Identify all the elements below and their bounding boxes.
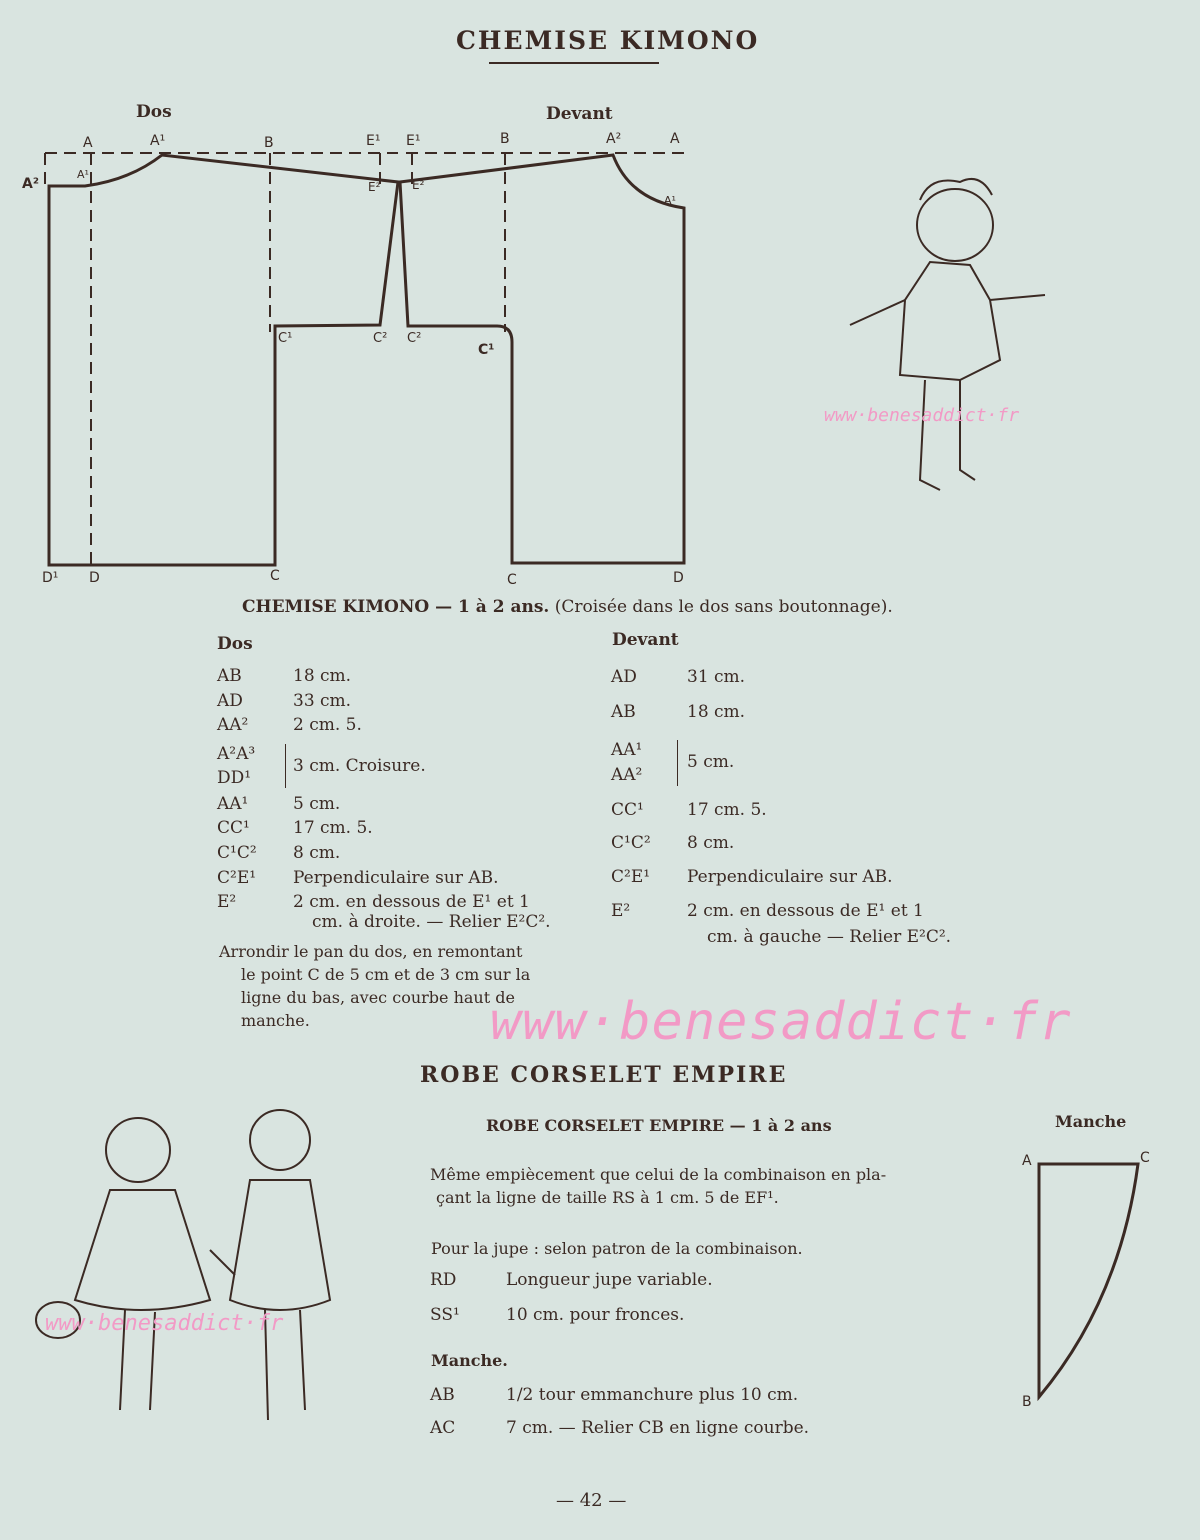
para-line: Arrondir le pan du dos, en remontant [219,942,523,961]
row-key: SS¹ [430,1305,460,1325]
row-key: DD¹ [217,768,252,788]
watermark: www·benesaddict·fr [824,405,1020,426]
row-key: C¹C² [611,833,651,853]
point-label: A¹ [150,133,166,149]
row-key: AA² [611,765,643,785]
point-label: E¹ [406,133,421,149]
row-key: C¹C² [217,843,257,863]
row-value: 7 cm. — Relier CB en ligne courbe. [506,1418,810,1438]
row-value: 17 cm. 5. [293,818,373,838]
row-value: Longueur jupe variable. [506,1270,713,1290]
point-label: B [500,131,510,147]
row-value: 2 cm. 5. [293,715,362,735]
page-title: CHEMISE KIMONO [456,26,760,55]
point-label: D [89,570,100,586]
devant-heading: Devant [612,630,679,650]
para-line: Même empiècement que celui de la combinaison en pla- [430,1165,887,1184]
row-value: 5 cm. [687,752,735,772]
robe-title: ROBE CORSELET EMPIRE [420,1062,788,1088]
row-key: AB [611,702,636,722]
dos-label: Dos [136,102,172,122]
row-value: 33 cm. [293,691,352,711]
row-value: 2 cm. en dessous de E¹ et 1 [687,901,924,921]
row-value: 3 cm. Croisure. [293,756,426,776]
row-key: C²E¹ [611,867,651,887]
row-key: AA² [217,715,249,735]
para-line: manche. [241,1011,310,1030]
point-label: D [673,570,684,586]
row-value: 2 cm. en dessous de E¹ et 1 [293,892,530,912]
row-key: AD [611,667,637,687]
point-label: A [1022,1153,1032,1169]
point-label: A [83,135,93,151]
point-label: E² [368,180,381,194]
row-key: AA¹ [611,740,643,760]
row-key: CC¹ [217,818,250,838]
point-label: A¹ [77,168,89,181]
chemise-subtitle-note: (Croisée dans le dos sans boutonnage). [554,597,893,617]
chemise-subtitle-title: CHEMISE KIMONO — 1 à 2 ans. [242,597,550,617]
row-value: cm. à gauche — Relier E²C². [707,927,952,947]
point-label: C² [407,331,422,346]
row-value: 1/2 tour emmanchure plus 10 cm. [506,1385,799,1405]
row-value: 18 cm. [293,666,352,686]
devant-label: Devant [546,104,613,124]
row-value: 8 cm. [293,843,341,863]
robe-jupe: Pour la jupe : selon patron de la combinaison. [431,1239,803,1258]
point-label: D¹ [42,570,59,586]
row-key: AA¹ [217,794,249,814]
row-key: A²A³ [217,744,256,764]
row-value: 31 cm. [687,667,746,687]
row-key: RD [430,1270,457,1290]
row-value: 10 cm. pour fronces. [506,1305,685,1325]
point-label: B [264,135,274,151]
row-key: AB [217,666,242,686]
dos-heading: Dos [217,634,253,654]
row-value: 5 cm. [293,794,341,814]
point-label: C [507,572,517,588]
para-line: ligne du bas, avec courbe haut de [241,988,515,1007]
row-key: E² [217,892,237,912]
point-label: A² [606,131,622,147]
point-label: A [670,131,680,147]
row-key: CC¹ [611,800,644,820]
point-label: E¹ [366,133,381,149]
row-key: E² [611,901,631,921]
point-label: A¹ [664,194,676,207]
watermark: www·benesaddict·fr [45,1311,284,1336]
manche-diagram-title: Manche [1055,1112,1127,1131]
row-value: 18 cm. [687,702,746,722]
manche-heading: Manche. [431,1351,508,1370]
row-key: AC [430,1418,456,1438]
watermark: www·benesaddict·fr [490,992,1072,1052]
point-label: C² [373,331,388,346]
point-label: C [270,568,280,584]
row-value: Perpendiculaire sur AB. [293,868,499,888]
para-line: çant la ligne de taille RS à 1 cm. 5 de EF¹. [436,1188,779,1207]
row-value: 17 cm. 5. [687,800,767,820]
point-label: C¹ [278,331,293,346]
point-label: C [1140,1150,1150,1166]
row-value: Perpendiculaire sur AB. [687,867,893,887]
point-label: B [1022,1394,1032,1410]
point-label: E² [412,178,425,192]
row-value: 8 cm. [687,833,735,853]
para-line: le point C de 5 cm et de 3 cm sur la [241,965,531,984]
point-label: A² [22,176,39,192]
robe-subtitle: ROBE CORSELET EMPIRE — 1 à 2 ans [486,1116,832,1135]
row-key: AB [430,1385,455,1405]
page-number: — 42 — [556,1490,627,1511]
point-label: C¹ [478,342,495,358]
row-value: cm. à droite. — Relier E²C². [312,912,551,932]
row-key: C²E¹ [217,868,257,888]
row-key: AD [217,691,243,711]
